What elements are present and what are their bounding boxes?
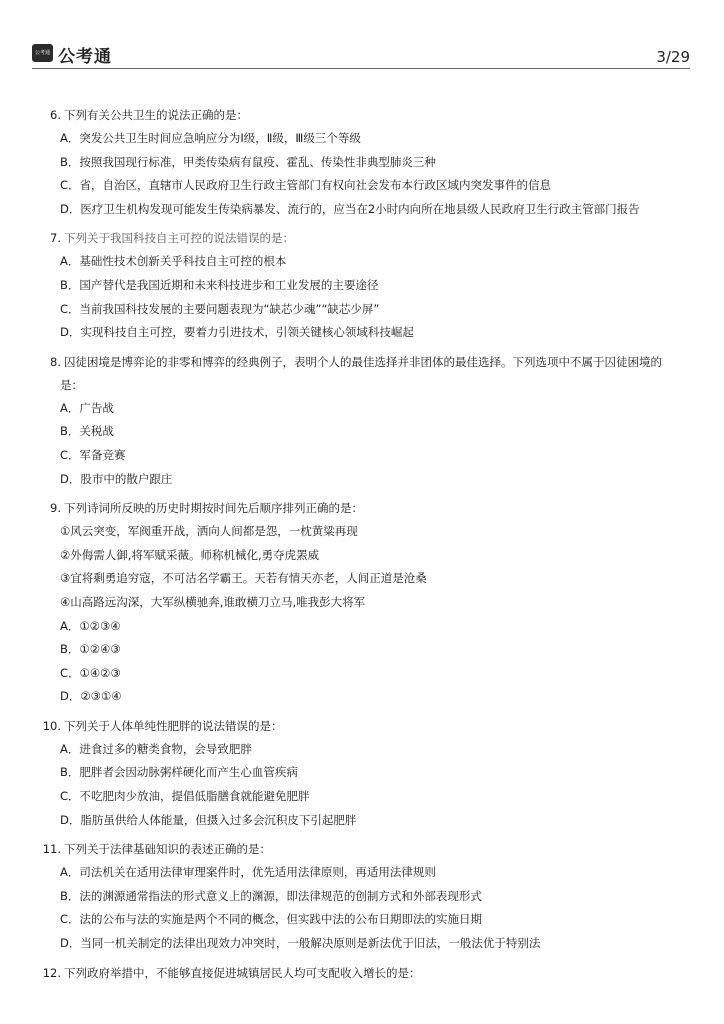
poem-3: ③宜将剩勇追穷寇，不可沽名学霸王。天若有情天亦老，人间正道是沧桑 xyxy=(60,571,427,586)
option-a: A．广告战 xyxy=(60,400,114,415)
option-a: A．司法机关在适用法律审理案件时，优先适用法律原则，再适用法律规则 xyxy=(60,865,436,880)
question-number: 9. xyxy=(50,501,61,516)
question-12 xyxy=(38,962,688,985)
question-10 xyxy=(38,715,688,832)
option-d: D．②③①④ xyxy=(60,689,122,704)
option-d: D．当同一机关制定的法律出现效力冲突时，一般解决原则是新法优于旧法，一般法优于特别法 xyxy=(60,936,541,951)
option-c: C．当前我国科技发展的主要问题表现为“缺芯少魂”“缺芯少屏” xyxy=(60,301,380,316)
option-a: A．突发公共卫生时间应急响应分为Ⅰ级，Ⅱ级，Ⅲ级三个等级 xyxy=(60,131,361,145)
option-c: C．不吃肥肉少放油，提倡低脂膳食就能避免肥胖 xyxy=(60,789,310,804)
option-b: B．法的渊源通常指法的形式意义上的渊源，即法律规范的创制方式和外部表现形式 xyxy=(60,888,482,903)
option-a: A．①②③④ xyxy=(60,618,121,633)
option-d: D．实现科技自主可控，要着力引进技术，引领关键核心领域科技崛起 xyxy=(60,325,414,340)
question-text: 下列有关公共卫生的说法正确的是： xyxy=(64,108,248,122)
question-9 xyxy=(38,497,688,709)
option-a: A．进食过多的糖类食物，会导致肥胖 xyxy=(60,741,252,756)
question-text: 下列关于我国科技自主可控的说法错误的是： xyxy=(64,231,294,246)
question-8 xyxy=(38,351,688,491)
header-divider xyxy=(32,68,690,69)
option-a: A．基础性技术创新关乎科技自主可控的根本 xyxy=(60,254,287,269)
option-c: C．法的公布与法的实施是两个不同的概念，但实践中法的公布日期即法的实施日期 xyxy=(60,912,483,927)
option-b: B．关税战 xyxy=(60,424,114,439)
poem-1: ①风云突变，军阀重开战，洒向人间都是怨，一枕黄粱再现 xyxy=(60,524,358,539)
page-header xyxy=(32,40,690,68)
question-text: 下列关于法律基础知识的表述正确的是： xyxy=(64,842,271,857)
question-stem xyxy=(38,351,688,374)
question-number: 8. xyxy=(50,354,61,369)
question-stem xyxy=(38,104,688,127)
question-number: 11. xyxy=(42,842,61,857)
option-c: C．军备竞赛 xyxy=(60,447,126,462)
question-11 xyxy=(38,838,688,955)
question-stem xyxy=(38,227,688,250)
question-text: 下列政府举措中，不能够直接促进城镇居民人均可支配收入增长的是： xyxy=(64,965,421,980)
question-stem xyxy=(38,962,688,985)
option-b: B．①②④③ xyxy=(60,642,121,657)
poem-2: ②外侮需人御,将军赋采薇。师称机械化,勇夺虎罴威 xyxy=(60,547,320,562)
poem-4: ④山高路远沟深，大军纵横驰奔,谁敢横刀立马,唯我彭大将军 xyxy=(60,594,366,609)
logo-small-text: 公考通 xyxy=(34,49,50,56)
option-d: D．脂肪虽供给人体能量，但摄入过多会沉积皮下引起肥胖 xyxy=(60,812,357,827)
question-text: 囚徒困境是博弈论的非零和博弈的经典例子，表明个人的最佳选择并非团体的最佳选择。下列选项中不属于囚徒困境的 xyxy=(64,354,662,369)
question-6 xyxy=(38,104,688,221)
question-text: 下列关于人体单纯性肥胖的说法错误的是： xyxy=(64,718,283,733)
question-text-continued: 是： xyxy=(60,377,83,392)
question-number: 7. xyxy=(50,231,61,246)
question-stem xyxy=(38,838,688,861)
logo-icon xyxy=(32,44,53,62)
option-b: B．肥胖者会因动脉粥样硬化而产生心血管疾病 xyxy=(60,765,298,780)
option-c: C．省，自治区，直辖市人民政府卫生行政主管部门有权向社会发布本行政区域内突发事件的信息 xyxy=(60,178,552,193)
question-list xyxy=(38,104,688,991)
logo-title: 公考通 xyxy=(58,47,112,67)
question-number: 6. xyxy=(50,108,61,122)
option-c: C．①④②③ xyxy=(60,665,121,680)
option-d: D．医疗卫生机构发现可能发生传染病暴发、流行的，应当在2小时内向所在地县级人民政府卫生行政主管部门报告 xyxy=(60,201,640,216)
question-stem xyxy=(38,715,688,738)
question-number: 12. xyxy=(42,965,61,980)
question-text: 下列诗词所反映的历史时期按时间先后顺序排列正确的是： xyxy=(64,501,363,516)
question-7 xyxy=(38,227,688,344)
page-number: 3/29 xyxy=(656,48,690,66)
option-d: D．股市中的散户跟庄 xyxy=(60,471,173,486)
option-b: B．按照我国现行标准，甲类传染病有鼠疫、霍乱、传染性非典型肺炎三种 xyxy=(60,154,436,169)
option-b: B．国产替代是我国近期和未来科技进步和工业发展的主要途径 xyxy=(60,277,379,292)
question-stem xyxy=(38,497,688,520)
question-number: 10. xyxy=(42,718,61,733)
